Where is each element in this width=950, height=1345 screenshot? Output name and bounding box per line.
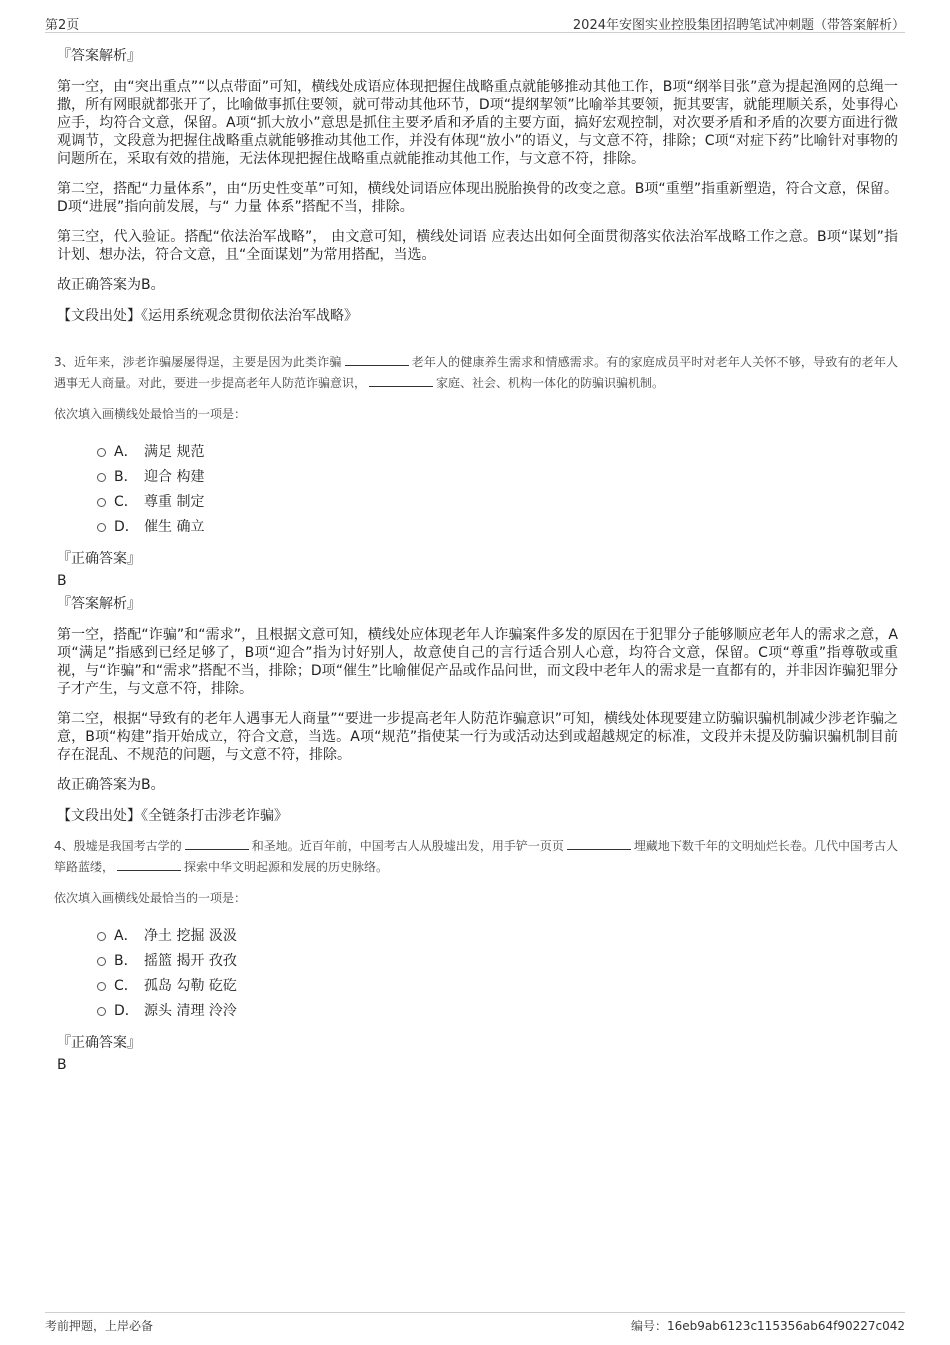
question-3-text: 3、近年来，涉老诈骗屡屡得逞，主要是因为此类诈骗 老年人的健康养生需求和情感需求。有的家庭成员平时对老年人关怀不够，导致有的老年人遇事无人商量。对此，要进一步提高老年人防范诈骗意识， 家庭、社会、机构一体化的防骗识骗机制。 [54,355,898,390]
blank-1 [345,353,409,366]
option-a[interactable]: A． 满足 规范 [97,440,898,465]
option-d[interactable]: D． 催生 确立 [97,515,898,540]
radio-icon[interactable] [97,982,106,991]
radio-icon[interactable] [97,1007,106,1016]
q3-analysis-para-2: 第二空，根据“导致有的老年人遇事无人商量”“要进一步提高老年人防范诈骗意识”可知，横线处体现要建立防骗识骗机制减少涉老诈骗之意，B项“构建”指开始成立，符合文意，当选。A项“规范”指使某一行为或活动达到或超越规定的标准，文段并未提及防骗识骗机制目前存在混乱、不规范的问题，与文意不符，排除。 [57,711,899,763]
question-4-prompt: 依次填入画横线处最恰当的一项是： [54,891,247,905]
question-3-prompt: 依次填入画横线处最恰当的一项是： [54,407,247,421]
option-c[interactable]: C． 尊重 制定 [97,490,898,515]
q3-correct-answer: B [57,573,67,589]
main-content [54,46,899,1078]
option-d[interactable]: D． 源头 清理 泠泠 [97,999,898,1024]
radio-icon[interactable] [97,448,106,457]
q2-analysis-label: 『答案解析』 [57,48,141,64]
q3-answer-summary: 故正确答案为B。 [57,777,165,793]
footer-slogan: 考前押题，上岸必备 [45,1319,154,1333]
option-a[interactable]: A． 净土 挖掘 汲汲 [97,924,898,949]
q2-analysis-para-2: 第二空，搭配“力量体系”，由“历史性变革”可知，横线处词语应体现出脱胎换骨的改变之意。B项“重塑”指重新塑造，符合文意，保留。D项“进展”指向前发展，与“ 力量 体系”搭配不当，排除。 [57,181,898,215]
page-header [45,10,905,33]
q4-correct-label: 『正确答案』 [57,1035,141,1051]
q2-analysis-para-1: 第一空，由“突出重点”“以点带面”可知，横线处成语应体现把握住战略重点就能够推动其他工作，B项“纲举目张”意为提起渔网的总绳一撒，所有网眼就都张开了，比喻做事抓住要领，就可带动其他环节，D项“提纲挈领”比喻举其要领，扼其要害，就能理顺关系，处事得心应手，均符合文意，保留。A项“抓大放小”意思是抓住主要矛盾和矛盾的主要方面，搞好宏观控制，对次要矛盾和矛盾的次要方面进行微观调节，文段意为把握住战略重点就能够推动其他工作，并没有体现“放小”的语义，与文意不符，排除；C项“对症下药”比喻针对事物的问题所在，采取有效的措施，无法体现把握住战略重点就能推动其他工作，与文意不符，排除。 [57,79,898,167]
blank-1 [185,837,249,850]
q2-analysis-para-3: 第三空，代入验证。搭配“依法治军战略”， 由文意可知，横线处词语 应表达出如何全面贯彻落实依法治军战略工作之意。B项“谋划”指计划、想办法，符合文意，且“全面谋划”为常用搭配，当选。 [57,229,898,263]
radio-icon[interactable] [97,523,106,532]
q3-analysis-para-1: 第一空，搭配“诈骗”和“需求”，且根据文意可知，横线处应体现老年人诈骗案件多发的原因在于犯罪分子能够顺应老年人的需求之意，A项“满足”指感到已经足够了，B项“迎合”指为讨好别人，故意使自己的言行适合别人心意，均符合文意，保留。C项“尊重”指尊敬或重视，与“诈骗”和“需求”搭配不当，排除；D项“催生”比喻催促产品或作品问世，而文段中老年人的需求是一直都有的，并非因诈骗犯罪分子才产生，与文意不符，排除。 [57,627,898,697]
q3-correct-label: 『正确答案』 [57,551,141,567]
q2-source: 【文段出处】《运用系统观念贯彻依法治军战略》 [57,308,358,324]
option-b[interactable]: B． 迎合 构建 [97,465,898,490]
radio-icon[interactable] [97,932,106,941]
page-footer [45,1312,905,1335]
question-4-options [97,924,898,1024]
q3-source: 【文段出处】《全链条打击涉老诈骗》 [57,808,288,824]
q4-correct-answer: B [57,1057,67,1073]
radio-icon[interactable] [97,957,106,966]
blank-2 [567,837,631,850]
document-id: 编号：16eb9ab6123c115356ab64f90227c042 [631,1319,905,1333]
q2-answer-summary: 故正确答案为B。 [57,277,165,293]
blank-3 [117,858,181,871]
question-4-text: 4、殷墟是我国考古学的 和圣地。近百年前，中国考古人从殷墟出发，用手铲一页页 埋藏地下数千年的文明灿烂长卷。几代中国考古人筚路蓝缕， 探索中华文明起源和发展的历史脉络。 [54,839,898,874]
radio-icon[interactable] [97,473,106,482]
page-number: 第2页 [45,18,80,33]
option-b[interactable]: B． 摇篮 揭开 孜孜 [97,949,898,974]
radio-icon[interactable] [97,498,106,507]
q3-analysis-label: 『答案解析』 [57,596,141,612]
question-3-options [97,440,898,540]
document-title: 2024年安图实业控股集团招聘笔试冲刺题（带答案解析） [572,18,905,33]
blank-2 [369,374,433,387]
option-c[interactable]: C． 孤岛 勾勒 矻矻 [97,974,898,999]
